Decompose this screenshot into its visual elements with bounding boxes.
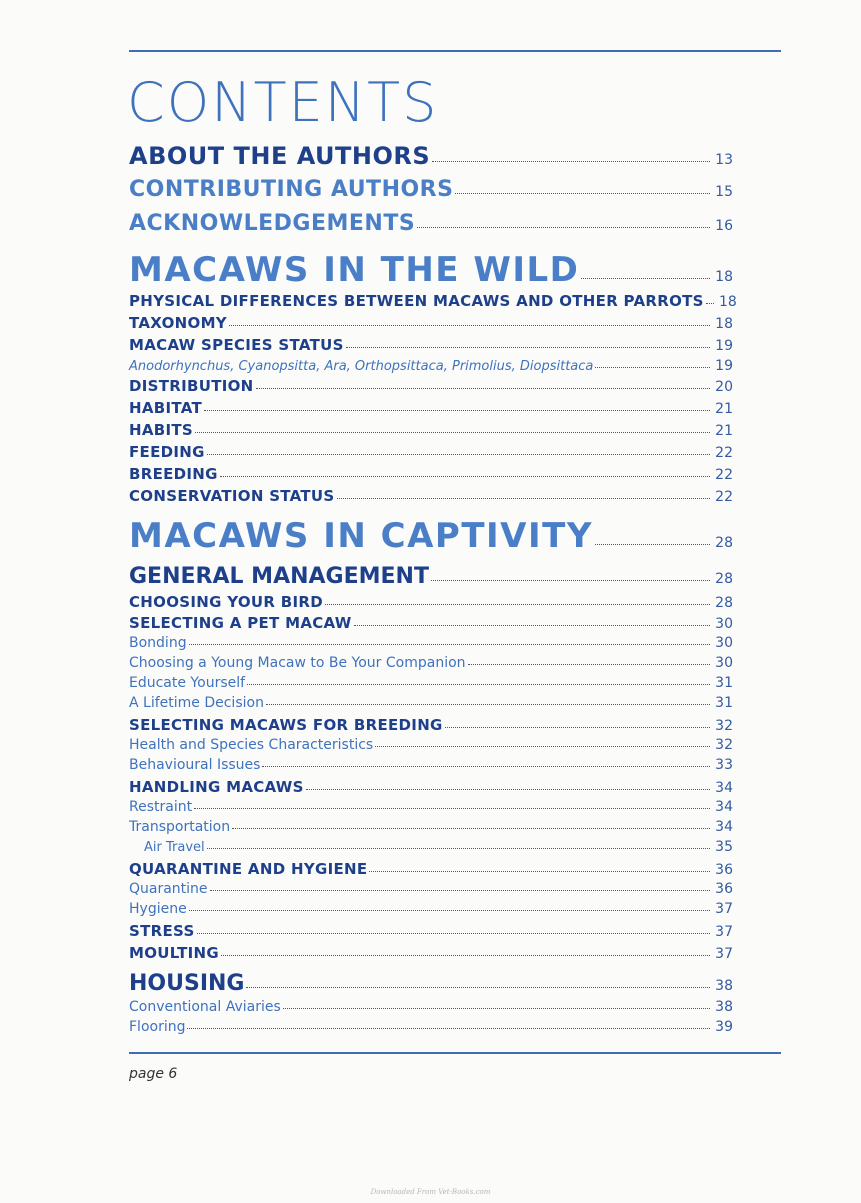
toc-entry-label: SELECTING A PET MACAW — [129, 614, 352, 632]
toc-entry-label: CONTRIBUTING AUTHORS — [129, 177, 454, 202]
top-rule — [129, 50, 781, 52]
dot-leader — [375, 746, 710, 747]
toc-entry[interactable] — [129, 443, 733, 461]
toc-entry-page: 36 — [715, 881, 733, 897]
dot-leader — [229, 325, 710, 326]
toc-entry-page: 37 — [715, 924, 733, 940]
toc-entry-page: 30 — [715, 616, 733, 632]
toc-entry[interactable] — [129, 799, 733, 815]
dot-leader — [455, 193, 710, 194]
toc-entry-page: 34 — [715, 780, 733, 796]
dot-leader — [210, 890, 710, 891]
toc-entry[interactable] — [129, 593, 733, 611]
toc-entry-page: 18 — [718, 294, 737, 310]
dot-leader — [221, 955, 710, 956]
dot-leader — [581, 278, 710, 279]
dot-leader — [197, 933, 710, 934]
page-title: CONTENTS — [127, 71, 439, 134]
dot-leader — [220, 476, 710, 477]
dot-leader — [325, 604, 710, 605]
toc-entry-label: MACAWS IN THE WILD — [129, 250, 580, 290]
toc-entry-page: 37 — [715, 946, 733, 962]
dot-leader — [595, 544, 710, 545]
toc-entry-page: 38 — [715, 999, 733, 1015]
toc-entry[interactable] — [129, 314, 733, 332]
toc-entry[interactable] — [129, 487, 733, 505]
page-number: page 6 — [129, 1066, 178, 1082]
toc-entry-page: 22 — [715, 467, 733, 483]
toc-entry[interactable] — [129, 737, 733, 753]
toc-entry-page: 30 — [715, 635, 733, 651]
toc-entry-page: 15 — [715, 184, 733, 200]
dot-leader — [266, 704, 710, 705]
toc-entry-page: 28 — [715, 535, 733, 551]
toc-entry[interactable] — [129, 292, 737, 310]
toc-entry-page: 30 — [715, 655, 733, 671]
dot-leader — [468, 664, 710, 665]
toc-entry[interactable] — [129, 635, 733, 651]
toc-entry-label: Anodorhynchus, Cyanopsitta, Ara, Orthopsittaca, Primolius, Diopsittaca — [129, 359, 594, 374]
toc-entry-page: 36 — [715, 862, 733, 878]
dot-leader — [204, 410, 710, 411]
toc-entry-page: 32 — [715, 737, 733, 753]
toc-entry-label: DISTRIBUTION — [129, 377, 254, 395]
toc-entry-page: 22 — [715, 489, 733, 505]
toc-entry-page: 19 — [715, 358, 733, 374]
toc-entry[interactable] — [129, 778, 733, 796]
toc-entry-page: 28 — [715, 571, 733, 587]
dot-leader — [247, 684, 710, 685]
toc-entry-label: Health and Species Characteristics — [129, 737, 374, 753]
toc-entry-page: 19 — [715, 338, 733, 354]
toc-entry[interactable] — [129, 922, 733, 940]
toc-entry-label: CONSERVATION STATUS — [129, 487, 335, 505]
dot-leader — [417, 227, 710, 228]
dot-leader — [207, 454, 710, 455]
toc-entry-label: Choosing a Young Macaw to Be Your Companion — [129, 655, 466, 671]
dot-leader — [256, 388, 710, 389]
toc-entry-label: TAXONOMY — [129, 314, 227, 332]
toc-entry[interactable] — [129, 860, 733, 878]
toc-entry-label: Transportation — [129, 819, 231, 835]
toc-entry-page: 37 — [715, 901, 733, 917]
toc-entry-page: 16 — [715, 218, 733, 234]
toc-entry-label: MACAWS IN CAPTIVITY — [129, 516, 593, 556]
dot-leader — [337, 498, 710, 499]
toc-entry-page: 34 — [715, 819, 733, 835]
toc-entry[interactable] — [129, 177, 733, 202]
toc-entry-label: HABITAT — [129, 399, 203, 417]
toc-entry-label: FEEDING — [129, 443, 205, 461]
toc-entry-label: Behavioural Issues — [129, 757, 261, 773]
toc-entry[interactable] — [129, 377, 733, 395]
toc-entry[interactable] — [129, 358, 733, 374]
toc-entry-label: Air Travel — [144, 840, 205, 855]
toc-entry[interactable] — [129, 881, 733, 897]
toc-entry[interactable] — [129, 336, 733, 354]
toc-entry-label: CHOOSING YOUR BIRD — [129, 593, 323, 611]
toc-entry-page: 33 — [715, 757, 733, 773]
toc-entry-label: Quarantine — [129, 881, 208, 897]
toc-entry[interactable] — [129, 695, 733, 711]
toc-entry-label: QUARANTINE AND HYGIENE — [129, 860, 368, 878]
dot-leader — [354, 625, 710, 626]
toc-entry-label: MACAW SPECIES STATUS — [129, 336, 344, 354]
dot-leader — [432, 161, 710, 162]
dot-leader — [207, 848, 710, 849]
toc-entry-label: PHYSICAL DIFFERENCES BETWEEN MACAWS AND OTHER PARROTS — [129, 292, 704, 310]
toc-entry-label: STRESS — [129, 922, 195, 940]
toc-entry-label: Flooring — [129, 1019, 186, 1035]
toc-entry[interactable] — [129, 465, 733, 483]
toc-entry[interactable] — [129, 614, 733, 632]
toc-entry-page: 34 — [715, 799, 733, 815]
toc-entry-label: ACKNOWLEDGEMENTS — [129, 211, 416, 236]
toc-entry-page: 22 — [715, 445, 733, 461]
toc-entry-page: 28 — [715, 595, 733, 611]
toc-entry[interactable] — [129, 142, 733, 170]
toc-section-heading[interactable] — [129, 516, 733, 556]
toc-entry-label: HOUSING — [129, 971, 245, 996]
dot-leader — [187, 1028, 710, 1029]
toc-entry[interactable] — [129, 564, 733, 589]
toc-section-heading[interactable] — [129, 250, 733, 290]
toc-entry[interactable] — [129, 675, 733, 691]
toc-entry[interactable] — [129, 839, 733, 855]
toc-entry-page: 35 — [715, 839, 733, 855]
dot-leader — [369, 871, 710, 872]
toc-entry-label: GENERAL MANAGEMENT — [129, 564, 429, 589]
toc-entry[interactable] — [129, 999, 733, 1015]
toc-entry-page: 31 — [715, 675, 733, 691]
toc-entry-page: 13 — [715, 152, 733, 168]
toc-entry-label: HABITS — [129, 421, 194, 439]
toc-entry-label: HANDLING MACAWS — [129, 778, 304, 796]
toc-entry-label: ABOUT THE AUTHORS — [129, 142, 431, 170]
toc-entry[interactable] — [129, 716, 733, 734]
toc-entry[interactable] — [129, 944, 733, 962]
watermark: Downloaded From Vet-Books.com — [370, 1188, 491, 1196]
dot-leader — [431, 580, 710, 581]
toc-entry-label: SELECTING MACAWS FOR BREEDING — [129, 716, 443, 734]
toc-entry-label: Conventional Aviaries — [129, 999, 281, 1015]
toc-entry-page: 39 — [715, 1019, 733, 1035]
toc-entry-label: MOULTING — [129, 944, 220, 962]
toc-entry-label: Bonding — [129, 635, 187, 651]
toc-entry-page: 18 — [715, 316, 733, 332]
toc-entry-page: 31 — [715, 695, 733, 711]
dot-leader — [195, 432, 710, 433]
dot-leader — [445, 727, 710, 728]
toc-entry-label: Educate Yourself — [129, 675, 246, 691]
dot-leader — [194, 808, 710, 809]
toc-entry[interactable] — [129, 399, 733, 417]
dot-leader — [262, 766, 710, 767]
toc-entry-page: 38 — [715, 978, 733, 994]
toc-entry[interactable] — [129, 655, 733, 671]
toc-entry[interactable] — [129, 901, 733, 917]
toc-entry[interactable] — [129, 421, 733, 439]
toc-entry-label: Hygiene — [129, 901, 187, 917]
dot-leader — [283, 1008, 710, 1009]
toc-entry-page: 18 — [715, 269, 733, 285]
dot-leader — [189, 910, 710, 911]
bottom-rule — [129, 1052, 781, 1054]
toc-entry[interactable] — [129, 971, 733, 996]
toc-entry-page: 21 — [715, 423, 733, 439]
toc-entry-page: 21 — [715, 401, 733, 417]
dot-leader — [346, 347, 710, 348]
toc-entry[interactable] — [129, 211, 733, 236]
dot-leader — [246, 987, 710, 988]
toc-entry-label: Restraint — [129, 799, 193, 815]
dot-leader — [706, 303, 714, 304]
toc-entry-label: A Lifetime Decision — [129, 695, 264, 711]
toc-entry[interactable] — [129, 819, 733, 835]
toc-entry-label: BREEDING — [129, 465, 218, 483]
dot-leader — [595, 367, 710, 368]
dot-leader — [189, 644, 710, 645]
toc-entry[interactable] — [129, 1019, 733, 1035]
dot-leader — [306, 789, 710, 790]
dot-leader — [232, 828, 710, 829]
toc-entry[interactable] — [129, 757, 733, 773]
toc-entry-page: 20 — [715, 379, 733, 395]
toc-entry-page: 32 — [715, 718, 733, 734]
